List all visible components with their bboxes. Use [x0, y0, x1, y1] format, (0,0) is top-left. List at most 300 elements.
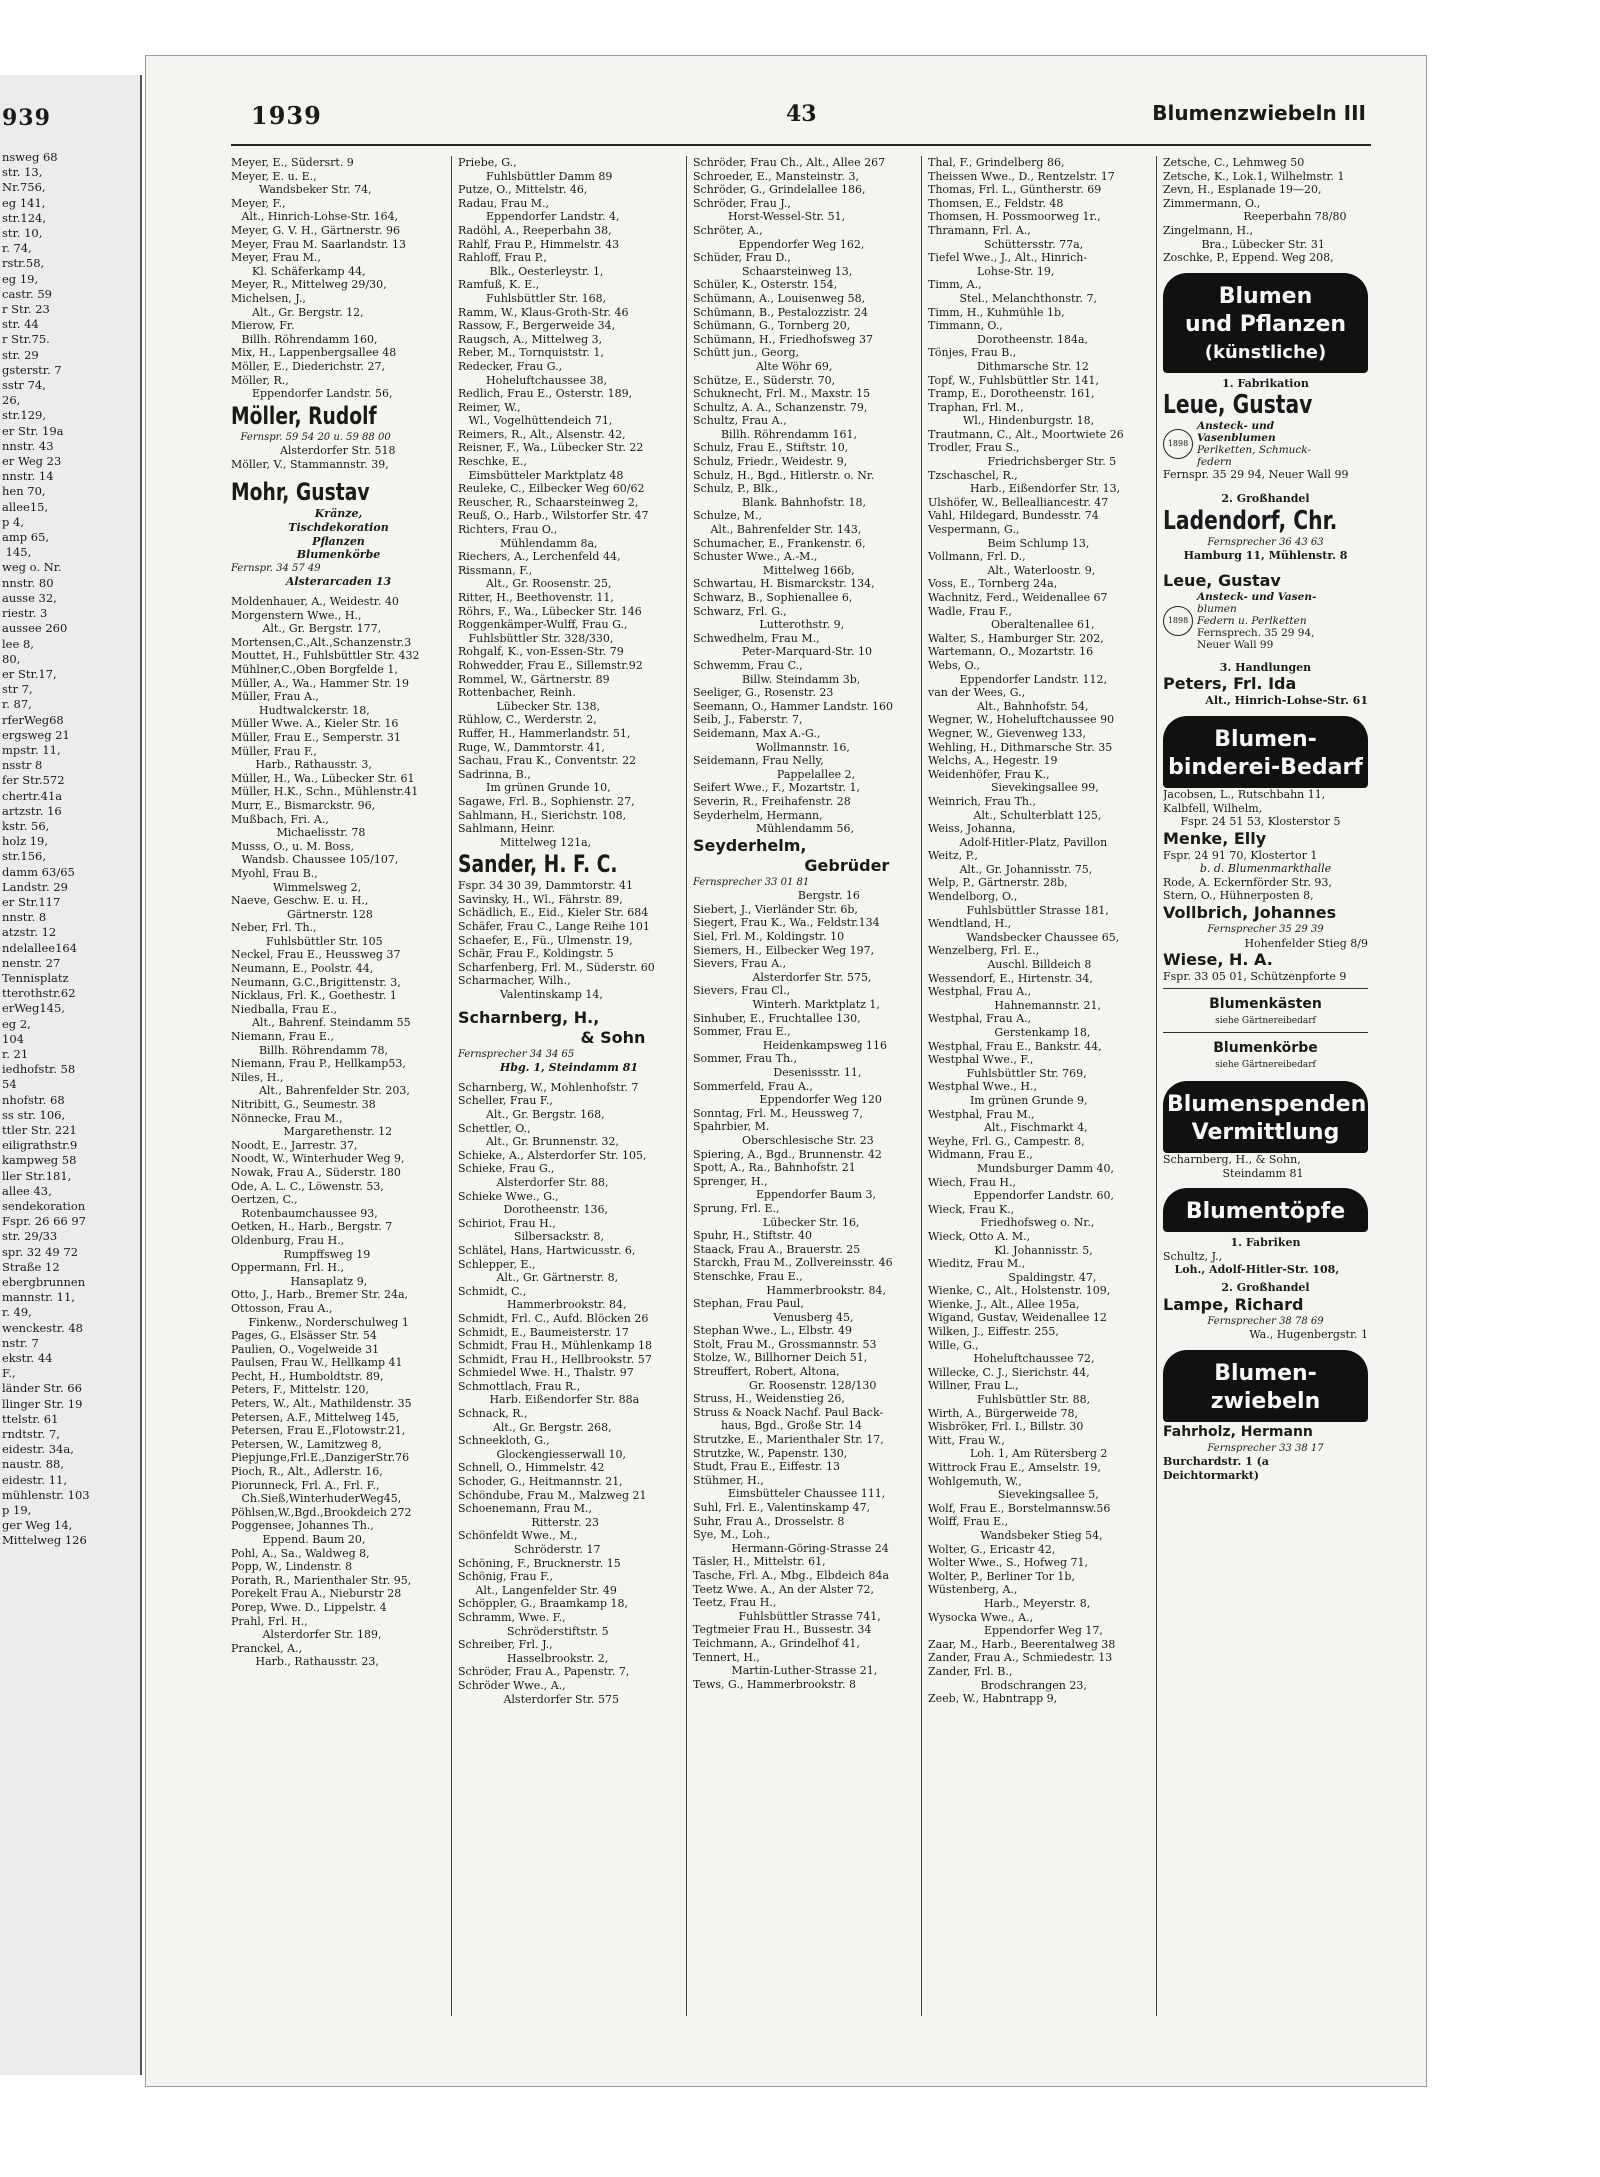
directory-entry: Vahl, Hildegard, Bundesstr. 74 [928, 509, 1099, 523]
directory-entry: Harb., Eißendorfer Str. 13, [928, 482, 1124, 496]
ad-line: Jacobsen, L., Rutschbahn 11, [1163, 787, 1326, 801]
directory-entry: Reimer, W., [458, 400, 521, 414]
directory-entry: Mierow, Fr. [231, 319, 295, 333]
ad-line: Stern, O., Hühnerposten 8, [1163, 889, 1314, 903]
column-1 [231, 156, 446, 2016]
directory-entry: Friedhofsweg o. Nr., [928, 1216, 1098, 1230]
directory-entry: Wolf, Frau E., Borstelmannsw.56 [928, 1501, 1111, 1515]
ad-box-line: Blumen- [1214, 1360, 1317, 1386]
directory-entry: Schöning, F., Brucknerstr. 15 [458, 1556, 621, 1570]
directory-entry: Schnell, O., Himmelstr. 42 [458, 1461, 605, 1475]
directory-entry: Stel., Melanchthonstr. 7, [928, 291, 1101, 305]
previous-page-line: nstr. 7 [2, 1335, 43, 1350]
directory-entry: Strutzke, E., Marienthaler Str. 17, [693, 1433, 888, 1447]
previous-page-line: r. 87, [2, 697, 36, 712]
category-reference: siehe Gärtnereibedarf [1215, 1015, 1316, 1026]
directory-entry: Mühlendamm 8a, [458, 536, 602, 550]
directory-entry: Widmann, Frau E., [928, 1148, 1033, 1162]
directory-entry: Billw. Steindamm 3b, [693, 672, 864, 686]
directory-entry: Mühlendamm 56, [693, 822, 858, 836]
directory-entry: Müller, Frau A., [231, 690, 319, 704]
ad-line: Scharnberg, H., & Sohn, [1163, 1153, 1301, 1167]
directory-page [145, 55, 1427, 2087]
directory-entry: Neumann, G.C.,Brigittenstr. 3, [231, 975, 405, 989]
directory-entry: Porath, R., Marienthaler Str. 95, [231, 1573, 415, 1587]
directory-entry: Lübecker Str. 16, [693, 1215, 863, 1229]
directory-entry: Severin, R., Freihafenstr. 28 [693, 794, 851, 808]
directory-entry: Bergstr. 16 [693, 889, 860, 903]
directory-entry: Wandsb. Chaussee 105/107, [231, 853, 402, 867]
directory-entry: Tews, G., Hammerbrookstr. 8 [693, 1677, 857, 1691]
directory-entry: Schümann, B., Pestalozzistr. 24 [693, 305, 868, 319]
previous-page-line: str 7, [2, 682, 37, 697]
directory-entry: Weiss, Johanna, [928, 822, 1016, 836]
previous-page-line: mpstr. 11, [2, 742, 65, 757]
directory-entry: Möller, V., Stammannstr. 39, [231, 457, 393, 471]
directory-entry: Tzschaschel, R., [928, 468, 1018, 482]
previous-page-line: str. 13, [2, 165, 47, 180]
directory-entry: Zetsche, C., Lehmweg 50 [1163, 156, 1308, 169]
directory-entry: Sievekingsallee 5, [928, 1488, 1103, 1502]
directory-entry: Voss, E., Tornberg 24a, [928, 577, 1061, 591]
directory-entry: Wieck, Frau K., [928, 1202, 1015, 1216]
directory-entry: Struss & Noack Nachf. Paul Back- [693, 1405, 884, 1419]
directory-entry: Schmidt, E., Baumeisterstr. 17 [458, 1325, 629, 1339]
directory-entry: Eppendorfer Weg 162, [693, 237, 868, 251]
directory-entry: Oldenburg, Frau H., [231, 1233, 345, 1247]
directory-entry: Siegert, Frau K., Wa., Feldstr.134 [693, 916, 880, 930]
directory-entry: Siemers, H., Eilbecker Weg 197, [693, 943, 878, 957]
directory-entry: Hudtwalckerstr. 18, [231, 703, 374, 717]
ad-line: Fspr. 33 05 01, Schützenpforte 9 [1163, 970, 1347, 984]
directory-entry: Seemann, O., Hammer Landstr. 160 [693, 699, 893, 713]
directory-entry: Eppendorfer Landstr. 56, [231, 387, 397, 401]
directory-entry: Oetken, H., Harb., Bergstr. 7 [231, 1220, 393, 1234]
directory-entry: Pohl, A., Sa., Waldweg 8, [231, 1546, 374, 1560]
directory-entry: Timm, A., [928, 278, 982, 292]
directory-entry: Meyer, F., [231, 196, 286, 210]
ad-box-blumentoepfe [1163, 1188, 1368, 1232]
directory-entry: Alt., Fischmarkt 4, [928, 1121, 1092, 1135]
directory-entry: Wegner, W., Gievenweg 133, [928, 726, 1090, 740]
directory-entry: Müller, Frau F., [231, 744, 317, 758]
directory-entry: Alsterdorfer Str. 518 [231, 444, 396, 458]
ad-line: Perlketten, Schmuck- [1197, 444, 1312, 457]
directory-entry: Suhl, Frl. E., Valentinskamp 47, [693, 1501, 874, 1514]
directory-entry: Reuscher, R., Schaarsteinweg 2, [458, 495, 642, 509]
directory-entry: Wolter Wwe., S., Hofweg 71, [928, 1556, 1092, 1570]
directory-entry: Sagawe, Frl. B., Sophienstr. 27, [458, 794, 639, 808]
directory-entry: Dorotheenstr. 136, [458, 1203, 612, 1217]
directory-entry: Alt., Gr. Brunnenstr. 32, [458, 1135, 623, 1149]
directory-entry: Paulsen, Frau W., Hellkamp 41 [231, 1356, 403, 1370]
directory-entry: Sachau, Frau K., Conventstr. 22 [458, 754, 637, 768]
ad-line: Fspr. 24 91 70, Klostertor 1 [1163, 848, 1318, 862]
directory-entry: Harb., Rathausstr. 3, [231, 758, 376, 772]
directory-entry: Rahloff, Frau P., [458, 251, 547, 265]
directory-entry: Westphal, Frau A., [928, 985, 1032, 999]
directory-entry: Schröter, A., [693, 223, 763, 237]
page-year: 1939 [251, 101, 322, 130]
previous-page-line: nsweg 68 [2, 150, 58, 164]
directory-entry: Fuhlsbüttler Str. 105 [231, 934, 387, 948]
column-5-ads [1163, 156, 1368, 2016]
directory-entry: Spott, A., Ra., Bahnhofstr. 21 [693, 1161, 856, 1175]
directory-entry: Spiering, A., Bgd., Brunnenstr. 42 [693, 1147, 882, 1161]
directory-entry: Meyer, R., Mittelweg 29/30, [231, 278, 391, 292]
directory-entry: Peters, W., Alt., Mathildenstr. 35 [231, 1397, 412, 1411]
directory-entry: Fuhlsbüttler Str. 88, [928, 1393, 1094, 1407]
ad-line: Ansteck- und [1197, 420, 1275, 433]
directory-entry: Wisbröker, Frl. I., Billstr. 30 [928, 1420, 1084, 1434]
directory-entry: Petersen, Frau E.,Flotowstr.21, [231, 1424, 409, 1438]
ad-box-line: Vermittlung [1191, 1120, 1340, 1146]
ad-line: blumen [1197, 602, 1237, 615]
directory-entry: Nönnecke, Frau M., [231, 1111, 343, 1125]
directory-entry: Margarethenstr. 12 [231, 1125, 393, 1139]
directory-entry: Starckh, Frau M., Zollvereinsstr. 46 [693, 1256, 893, 1270]
directory-entry: Schulz, Friedr., Weidestr. 9, [693, 455, 851, 469]
directory-entry: Hermann-Göring-Strasse 24 [693, 1541, 889, 1555]
directory-entry: Meyer, E. u. E., [231, 169, 317, 183]
previous-page-line: eiligrathstr.9 [2, 1138, 78, 1153]
ad-phone: Fernsprecher 36 43 63 [1207, 536, 1324, 548]
directory-entry: Seyderhelm, Hermann, [693, 808, 823, 822]
directory-entry: Hahnemannstr. 21, [928, 998, 1105, 1012]
directory-entry: Sommerfeld, Frau A., [693, 1079, 813, 1093]
directory-entry: Schröder, Frau A., Papenstr. 7, [458, 1665, 633, 1679]
directory-entry: Staack, Frau A., Brauerstr. 25 [693, 1242, 861, 1256]
previous-page-line: ausse 32, [2, 590, 61, 605]
directory-entry: Wolff, Frau E., [928, 1515, 1009, 1529]
ad-name: Leue, Gustav [1163, 570, 1281, 590]
directory-entry: Schröder Wwe., A., [458, 1678, 566, 1692]
directory-entry: Siel, Frl. M., Koldingstr. 10 [693, 930, 845, 944]
directory-entry: Alt., Gr. Bergstr. 12, [231, 305, 368, 319]
ad-line: Kalbfell, Wilhelm, [1163, 801, 1263, 815]
directory-entry: Harb., Meyerstr. 8, [928, 1596, 1094, 1610]
previous-page-line: spr. 32 49 72 [2, 1244, 79, 1259]
directory-entry: Westphal Wwe., F., [928, 1053, 1034, 1067]
ad-line: b. d. Blumenmarkthalle [1199, 862, 1332, 876]
ad-line: Fspr. 24 51 53, Klosterstor 5 [1163, 815, 1341, 829]
directory-entry: Wehling, H., Dithmarsche Str. 35 [928, 740, 1113, 754]
directory-entry: Zevn, H., Esplanade 19—20, [1163, 183, 1325, 197]
directory-entry: Meyer, E., Südersrt. 9 [231, 156, 354, 169]
directory-entry: Finkenw., Norderschulweg 1 [231, 1315, 409, 1329]
ad-box-line: und Pflanzen [1184, 311, 1347, 337]
directory-entry: Schwarz, Frl. G., [693, 604, 787, 618]
directory-entry: Eppend. Baum 20, [231, 1533, 369, 1546]
directory-entry: Alt., Langenfelder Str. 49 [458, 1583, 617, 1597]
directory-entry: Noodt, E., Jarrestr. 37, [231, 1138, 361, 1152]
ad-line: federn [1197, 456, 1232, 469]
directory-entry: Wittrock Frau E., Amselstr. 19, [928, 1461, 1105, 1474]
directory-entry: Billh. Röhrendamm 78, [231, 1043, 392, 1057]
ad-line: Fernsprech. 35 29 94, [1197, 626, 1315, 639]
directory-entry: Alsterdorfer Str. 189, [231, 1628, 386, 1642]
previous-page-line: ller Str.181, [2, 1168, 75, 1183]
directory-entry: Thomsen, H. Possmoorweg 1r., [928, 210, 1105, 224]
directory-entry: Dorotheenstr. 184a, [928, 332, 1092, 346]
directory-entry: Täsler, H., Mittelstr. 61, [693, 1555, 830, 1569]
directory-entry: Billh. Röhrendamm 161, [693, 427, 861, 441]
directory-entry: Seifert Wwe., F., Mozartstr. 1, [693, 781, 864, 795]
directory-entry: Sye, M., Loh., [693, 1528, 771, 1542]
previous-page-line: fer Str.572 [2, 773, 65, 788]
directory-entry: Scharnberg, W., Mohlenhofstr. 7 [458, 1080, 639, 1094]
previous-page-line: r. 49, [2, 1305, 36, 1320]
previous-page-line: er Str.17, [2, 666, 61, 681]
directory-entry: Willner, Frau L., [928, 1379, 1019, 1393]
directory-entry: Stolt, Frau M., Grossmannstr. 53 [693, 1337, 877, 1351]
directory-entry: Piorunneck, Frl. A., Frl. F., [231, 1478, 380, 1492]
directory-entry: Wigand, Gustav, Weidenallee 12 [928, 1311, 1107, 1325]
directory-entry: Blk., Oesterleystr. 1, [458, 264, 607, 278]
directory-entry: Schümann, G., Tornberg 20, [693, 319, 854, 333]
directory-entry: Schreiber, Frl. J., [458, 1638, 553, 1652]
directory-entry: Wohlgemuth, W., [928, 1474, 1022, 1488]
previous-page-line: nenstr. 27 [2, 955, 61, 970]
previous-page-line: aussee 260 [2, 621, 68, 636]
directory-entry: Hansaplatz 9, [231, 1274, 371, 1288]
directory-entry: Rotenbaumchaussee 93, [231, 1206, 382, 1220]
ad-line: Federn u. Perlketten [1197, 614, 1307, 627]
directory-entry: Schröder, Frau Ch., Alt., Allee 267 [693, 156, 886, 169]
directory-entry: Poggensee, Johannes Th., [231, 1519, 374, 1533]
directory-entry: Sievers, Frau Cl., [693, 984, 791, 998]
previous-page-line: iedhofstr. 58 [2, 1062, 76, 1077]
directory-entry: Radau, Frau M., [458, 196, 550, 210]
directory-entry: Sommer, Frau Th., [693, 1052, 798, 1066]
directory-entry: Bra., Lübecker Str. 31 [1163, 237, 1325, 251]
directory-entry: Lübecker Str. 138, [458, 699, 604, 713]
directory-entry: Hoheluftchaussee 38, [458, 373, 611, 387]
directory-entry: Im grünen Grunde 10, [458, 781, 615, 795]
directory-entry: Suhr, Frau A., Drosselstr. 8 [693, 1514, 845, 1528]
col5-top-entries [1163, 156, 1368, 265]
directory-entry: Niemann, Frau E., [231, 1030, 334, 1044]
directory-entry: Kl. Schäferkamp 44, [231, 264, 370, 278]
directory-entry: Müller Wwe. A., Kieler Str. 16 [231, 717, 399, 731]
directory-entry: Sprenger, H., [693, 1174, 768, 1188]
previous-page-line: p 4, [2, 514, 28, 529]
ad-box-blumenzwiebeln [1163, 1350, 1368, 1422]
directory-entry: Zingelmann, H., [1163, 223, 1254, 237]
directory-entry: Redlich, Frau E., Osterstr. 189, [458, 387, 636, 401]
directory-entry: Petersen, A.F., Mittelweg 145, [231, 1410, 403, 1424]
directory-entry: Thal, F., Grindelberg 86, [928, 156, 1068, 169]
featured-entry-phone: Fernsprecher 33 01 81 [693, 876, 810, 888]
directory-entry: Eppendorfer Landstr. 60, [928, 1189, 1118, 1203]
directory-entry: Möller, R., [231, 373, 289, 387]
directory-entry: Alt., Gr. Bergstr. 168, [458, 1108, 609, 1121]
category-heading: Blumenkörbe [1213, 1040, 1318, 1057]
directory-entry: Tönjes, Frau B., [928, 346, 1017, 360]
directory-entry: Schettler, O., [458, 1121, 531, 1135]
column-2 [458, 156, 680, 2016]
directory-entry: Desenissstr. 11, [693, 1066, 865, 1079]
directory-entry: Horst-Wessel-Str. 51, [693, 210, 849, 224]
directory-entry: Schnack, R., [458, 1407, 528, 1421]
directory-entry: Reuleke, C., Eilbecker Weg 60/62 [458, 482, 645, 496]
ad-phone: Fernspr. 35 29 94, Neuer Wall 99 [1163, 468, 1349, 482]
header-rule [231, 144, 1371, 146]
directory-entry: Schwarz, B., Sophienallee 6, [693, 591, 856, 604]
ad-line: Rode, A. Eckernförder Str. 93, [1163, 875, 1332, 889]
directory-entry: Niemann, Frau P., Hellkamp53, [231, 1057, 410, 1071]
previous-page-line: str.156, [2, 849, 50, 864]
ad-name: Lampe, Richard [1163, 1294, 1304, 1314]
previous-page-line: mannstr. 11, [2, 1290, 79, 1305]
directory-entry: Schütze, E., Süderstr. 70, [693, 373, 839, 387]
previous-page-line: str.129, [2, 408, 50, 423]
directory-entry: Alt., Gr. Roosenstr. 25, [458, 577, 616, 591]
featured-entry-detail: Pflanzen [312, 534, 365, 548]
featured-entry: Gebrüder [693, 855, 890, 875]
directory-entry: Priebe, G., [458, 156, 517, 169]
directory-entry: Schwedhelm, Frau M., [693, 631, 820, 645]
directory-entry: Eppendorfer Weg 17, [928, 1624, 1107, 1638]
directory-entry: Wille, G., [928, 1338, 979, 1352]
directory-entry: Alt., Bahrenf. Steindamm 55 [231, 1016, 411, 1030]
previous-page-line: tterothstr.62 [2, 986, 76, 1001]
ad-name: Ladendorf, Chr. [1163, 505, 1338, 536]
directory-entry: Sadrinna, B., [458, 767, 531, 781]
directory-entry: Tennert, H., [693, 1650, 760, 1664]
ad-box-line: Blumentöpfe [1185, 1199, 1346, 1225]
directory-entry: Ch.Sieß,WinterhuderWeg45, [231, 1492, 405, 1506]
directory-entry: Billh. Röhrendamm 160, [231, 332, 381, 346]
directory-entry: Wiech, Frau H., [928, 1175, 1016, 1189]
directory-entry: Rohgalf, K., von-Essen-Str. 79 [458, 645, 624, 659]
directory-entry: Mittelweg 166b, [693, 563, 859, 577]
ad-box-blumen-pflanzen [1163, 273, 1368, 373]
directory-entry: Reimers, R., Alt., Alsenstr. 42, [458, 427, 630, 441]
ad-line: Neuer Wall 99 [1197, 638, 1274, 651]
previous-page-line: eidestr. 11, [2, 1472, 71, 1487]
directory-entry: Alt., Bahrenfelder Str. 143, [693, 523, 865, 537]
directory-entry: Pöhlsen,W.,Bgd.,Brookdeich 272 [231, 1505, 412, 1519]
directory-entry: Martin-Luther-Strasse 21, [693, 1664, 881, 1678]
directory-entry: Schulze, M., [693, 509, 762, 523]
directory-entry: Schüder, Frau D., [693, 251, 791, 265]
directory-entry: Wüstenberg, A., [928, 1583, 1018, 1597]
directory-entry: Schüler, K., Osterstr. 154, [693, 278, 841, 292]
directory-entry: Rommel, W., Gärtnerstr. 89 [458, 672, 610, 686]
section-heading: 2. Großhandel [1221, 1281, 1310, 1294]
directory-entry: Schmidt, Frl. C., Aufd. Blöcken 26 [458, 1311, 649, 1325]
ad-address: Hohenfelder Stieg 8/9 [1244, 936, 1368, 950]
directory-entry: Peter-Marquard-Str. 10 [693, 645, 873, 659]
previous-page-line: gsterstr. 7 [2, 362, 62, 377]
directory-entry: Eppendorfer Landstr. 4, [458, 210, 624, 224]
directory-entry: Wadle, Frau F., [928, 604, 1012, 618]
previous-page-line: p 19, [2, 1503, 35, 1518]
directory-entry: Schöppler, G., Braamkamp 18, [458, 1597, 632, 1611]
directory-entry: Wl., Vogelhüttendeich 71, [458, 414, 616, 428]
directory-entry: Valentinskamp 14, [458, 988, 607, 1002]
previous-page-line: damm 63/65 [2, 864, 75, 879]
directory-entry: Wegner, W., Hoheluftchaussee 90 [928, 713, 1115, 727]
directory-entry: Wl., Hindenburgstr. 18, [928, 414, 1098, 428]
directory-entry: Seidemann, Max A.-G., [693, 726, 821, 740]
directory-entry: Möller, E., Diederichstr. 27, [231, 359, 389, 373]
directory-entry: Weitz, P., [928, 849, 978, 863]
directory-entry: Prahl, Frl. H., [231, 1614, 308, 1628]
ad-leue-1 [1163, 420, 1368, 468]
previous-page-line: 80, [2, 651, 24, 666]
directory-entry: Ramfuß, K. E., [458, 278, 540, 292]
column-3 [693, 156, 915, 2016]
previous-page-line: Landstr. 29 [2, 879, 68, 894]
directory-entry: Schiriot, Frau H., [458, 1216, 556, 1230]
directory-entry: Schröder, G., Grindelallee 186, [693, 183, 869, 197]
directory-entry: Teichmann, A., Grindelhof 41, [693, 1636, 864, 1650]
previous-page-line: ttler Str. 221 [2, 1123, 77, 1137]
directory-entry: Pages, G., Elsässer Str. 54 [231, 1329, 377, 1343]
previous-page-line: riestr. 3 [2, 606, 48, 621]
directory-entry: Eppendorfer Landstr. 112, [928, 672, 1111, 686]
directory-entry: Weidenhöfer, Frau K., [928, 767, 1050, 781]
directory-entry: Schroeder, E., Mansteinstr. 3, [693, 169, 863, 183]
directory-entry: Müller, Frau E., Semperstr. 31 [231, 730, 401, 744]
directory-entry: Wirth, A., Bürgerweide 78, [928, 1406, 1082, 1420]
directory-entry: Schöndube, Frau M., Malzweg 21 [458, 1488, 647, 1502]
directory-entry: Teetz Wwe. A., An der Alster 72, [693, 1582, 878, 1596]
directory-entry: Wienke, C., Alt., Holstenstr. 109, [928, 1284, 1114, 1298]
directory-entry: Thomas, Frl. L., Güntherstr. 69 [928, 183, 1102, 197]
directory-entry: Alt., Bahrenfelder Str. 203, [231, 1084, 414, 1098]
previous-page-line: sstr 74, [2, 378, 46, 393]
directory-entry: Stenschke, Frau E., [693, 1269, 803, 1283]
column-divider [686, 156, 687, 2016]
directory-entry: Schumacher, E., Frankenstr. 6, [693, 536, 870, 550]
directory-entry: Schlepper, E., [458, 1257, 536, 1271]
directory-entry: Sommer, Frau E., [693, 1025, 791, 1039]
directory-entry: Savinsky, H., Wl., Fährstr. 89, [458, 892, 627, 906]
directory-entry: Richters, Frau O., [458, 523, 558, 537]
directory-entry: Alt., Gr. Gärtnerstr. 8, [458, 1271, 622, 1285]
featured-entry-detail: Blumenkörbe [296, 548, 381, 562]
directory-entry: Oertzen, C., [231, 1193, 298, 1207]
previous-page-line: str.124, [2, 210, 50, 225]
directory-entry: Wollmannstr. 16, [693, 740, 854, 754]
previous-page-line: r. 74, [2, 241, 36, 256]
column-divider [921, 156, 922, 2016]
previous-page-line: Mittelweg 126 [2, 1533, 87, 1548]
directory-entry: Westphal, Frau A., [928, 1012, 1032, 1026]
directory-entry: Brodschrangen 23, [928, 1678, 1091, 1692]
previous-page-line: länder Str. 66 [2, 1381, 82, 1396]
previous-page-line: nhofstr. 68 [2, 1092, 65, 1107]
previous-page-line: r Str.75. [2, 332, 54, 347]
directory-entry: Nowak, Frau A., Süderstr. 180 [231, 1165, 401, 1179]
featured-entry: Möller, Rudolf [231, 401, 377, 430]
previous-page-line: castr. 59 [2, 286, 52, 301]
directory-entry: Wenzelberg, Frl. E., [928, 944, 1040, 958]
directory-entry: Reeperbahn 78/80 [1163, 210, 1347, 224]
previous-page-line: ndelallee164 [2, 940, 78, 955]
directory-entry: Fuhlsbüttler Strasse 741, [693, 1609, 885, 1623]
directory-entry: Tasche, Frl. A., Mbg., Elbdeich 84a [693, 1568, 890, 1582]
directory-entry: Gr. Roosenstr. 128/130 [693, 1378, 877, 1392]
directory-entry: Rohwedder, Frau E., Sillemstr.92 [458, 658, 643, 672]
ad-phone: Fernsprecher 33 38 17 [1207, 1442, 1324, 1454]
directory-entry: Spuhr, H., Stiftstr. 40 [693, 1229, 812, 1243]
directory-entry: Lohse-Str. 19, [928, 264, 1058, 278]
directory-entry: Sonntag, Frl. M., Heussweg 7, [693, 1106, 867, 1120]
